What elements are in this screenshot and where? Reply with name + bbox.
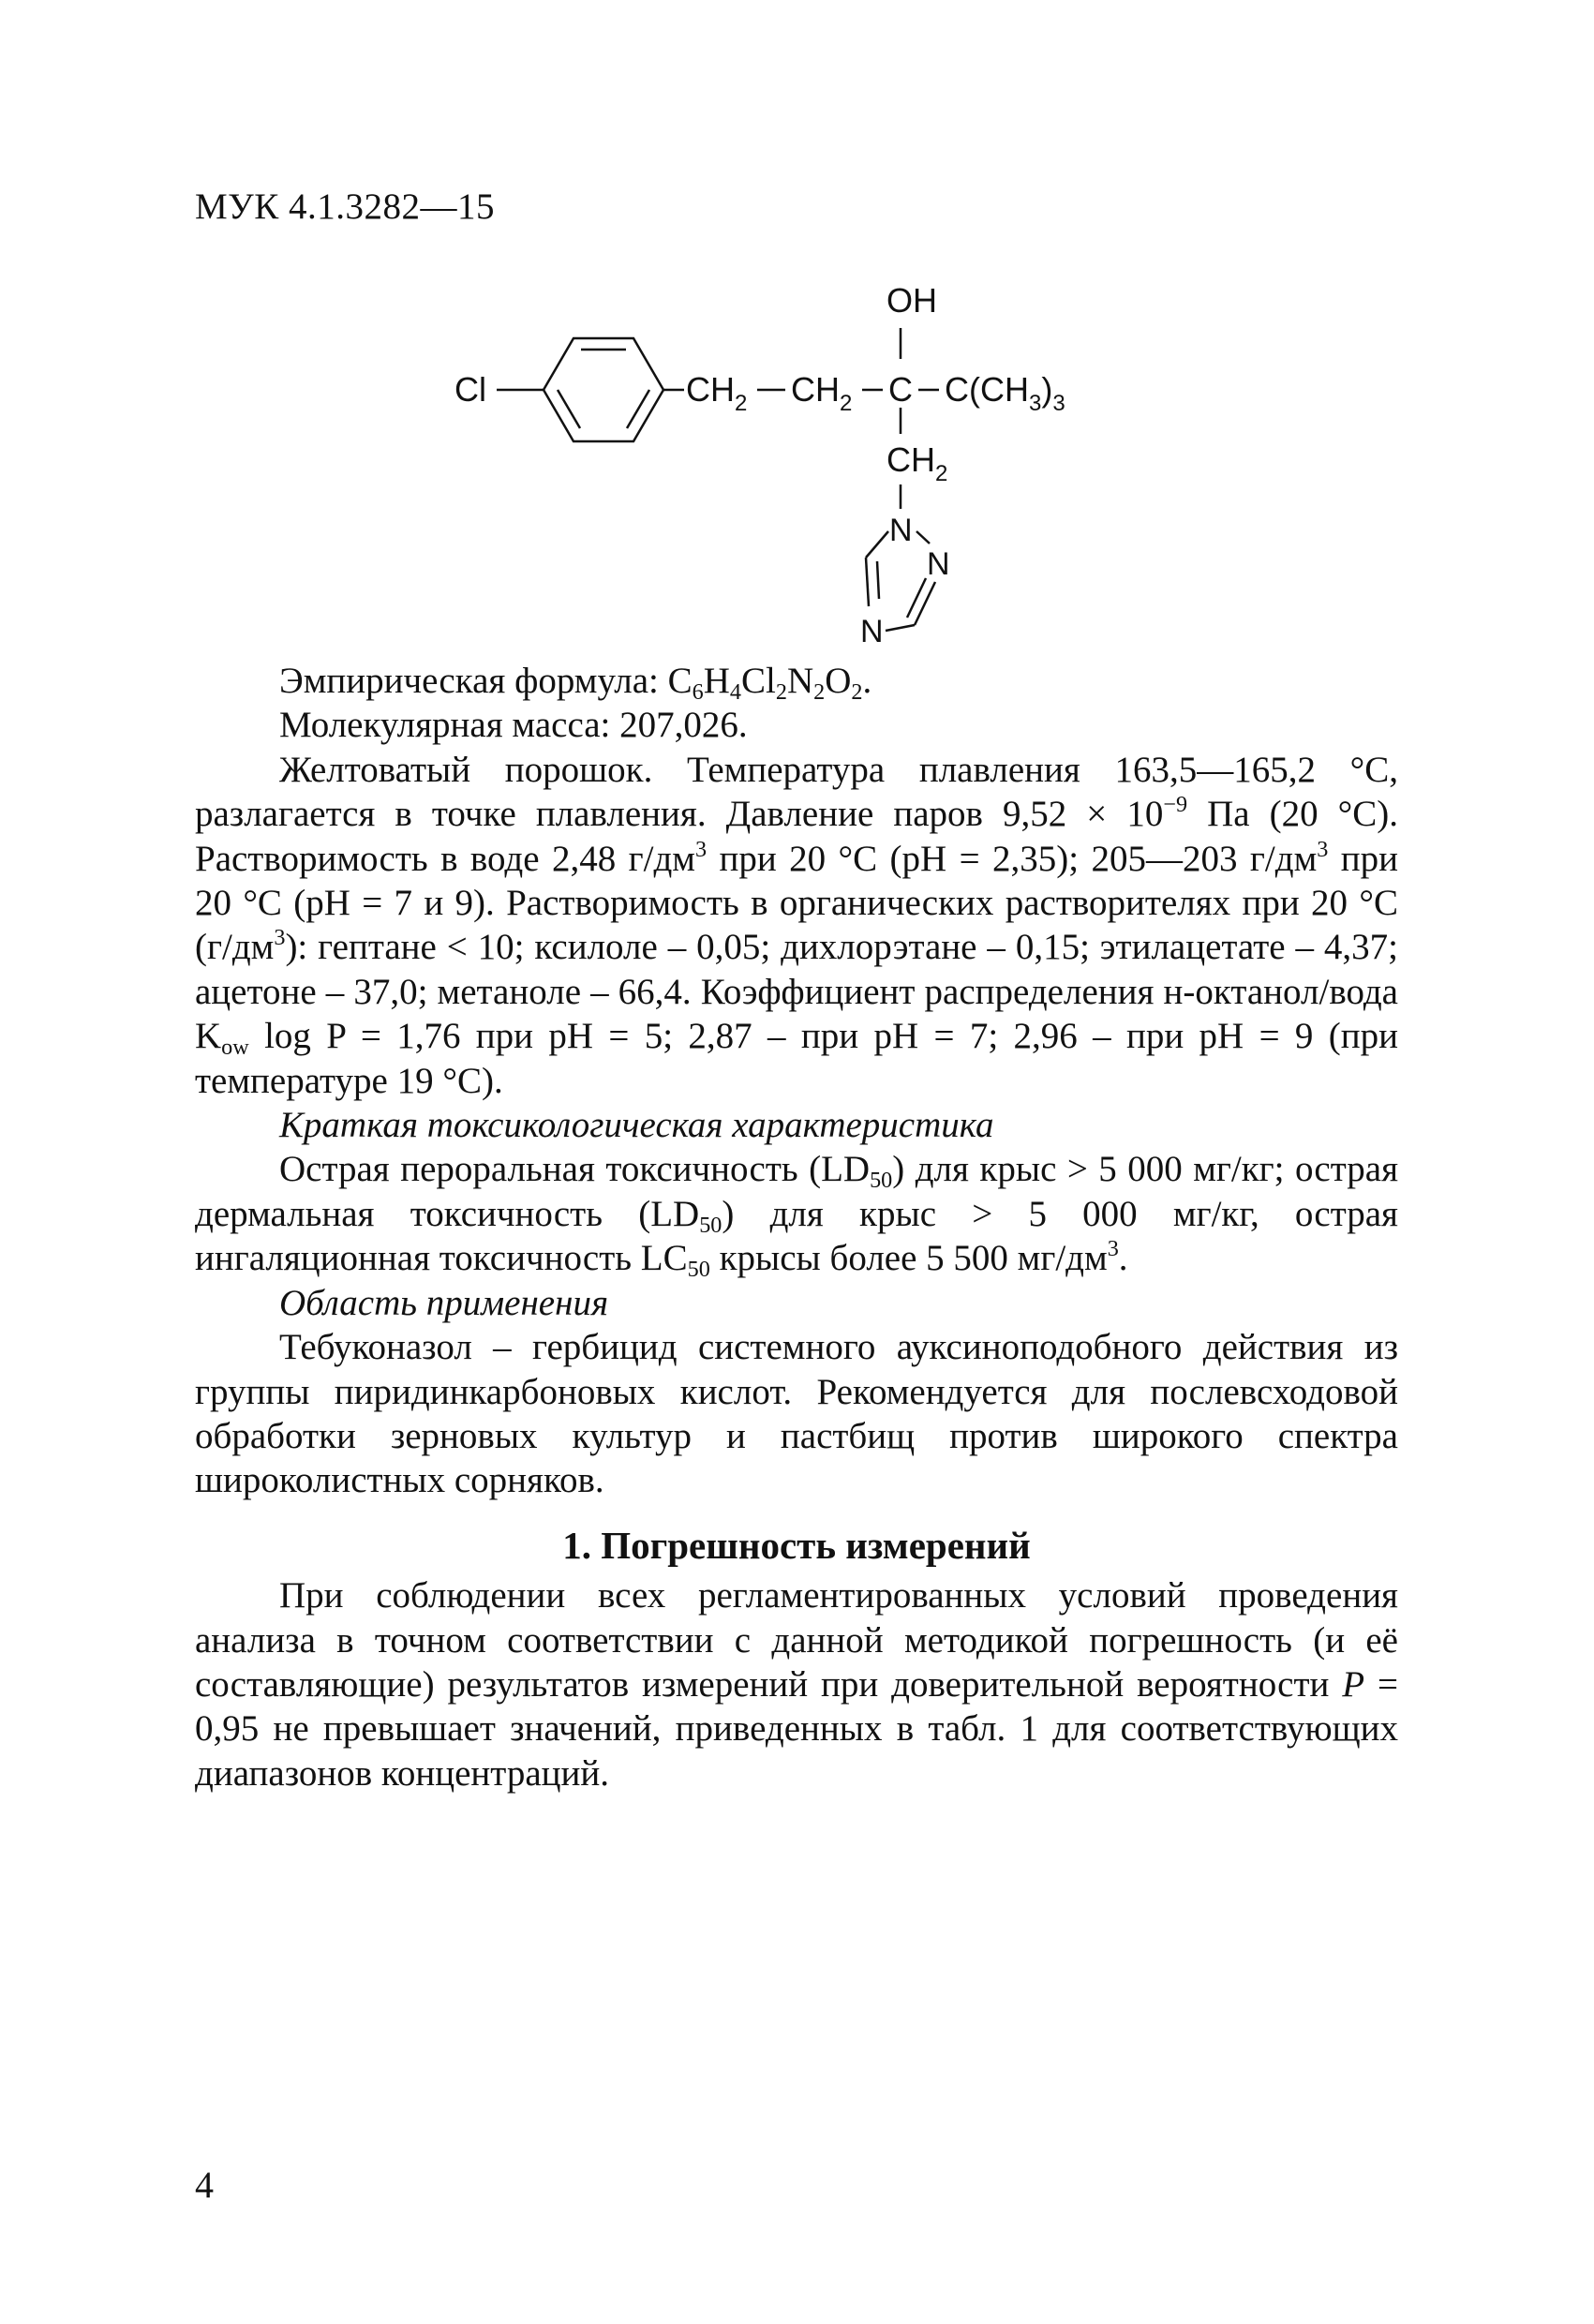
application-paragraph: Тебуконазол – гербицид системного ауксиноподобного действия из группы пиридинкарбоновых кислот. Рекомендуется для послевсходовой обработки зерновых культур и пастбищ против широкого спектра широколистных сорняков. [195, 1327, 1398, 1501]
molar-mass: Молекулярная масса: 207,026. [279, 705, 748, 746]
formula-tert-butyl: $C(CH_3)_3$ [945, 370, 1065, 416]
toxicology-paragraph: Острая пероральная токсичность $(LD_{50})$ для крыс > 5 000 мг/кг; острая дермальная токсичность $(LD_{50})$ для крыс > 5 000 мг/кг, острая ингаляционная токсичность $LC_{50}$ крысы более 5 500 $мг/дм^3$. [195, 1149, 1399, 1283]
formula-hydroxyl: OH [886, 281, 937, 320]
benzene-ring [544, 338, 663, 441]
formula-ch2-second: $CH_2$ [791, 370, 853, 416]
measurement-error-paragraph: При соблюдении всех регламентированных условий проведения анализа в точном соответствии с данной методикой погрешность (и её составляющие) результатов измерений при доверительной вероятности P = 0,95 не превышает значений, приведенных в табл. 1 для соответствующих диапазонов концентраций. [195, 1575, 1399, 1794]
formula-triazole-n2: N [927, 546, 950, 582]
formula-ch2-bridge: $CH_2$ [886, 440, 948, 486]
formula-quaternary-carbon: C [888, 370, 913, 409]
structural-formula [412, 276, 1218, 670]
physical-properties-paragraph: Желтоватый порошок. Температура плавления 163,5—165,2 °С, разлагается в точке плавления. Давление паров $9,52 \times 10^{-9}$ Па (20 °С). Растворимость в воде 2,48 $г/дм^3$ при 20 °С (рН = 2,35); 205—203 $г/дм^3$ при 20 °С (рН = 7 и 9). Растворимость в органических растворителях при 20 °С $(г/дм^3)$: гептане < 10; ксилоле – 0,05; дихлорэтане – 0,15; этилацетате – 4,37; ацетоне – 37,0; метаноле – 66,4. Коэффициент распределения н-октанол/вода $K_{ow}$ log P = 1,76 при pH = 5; 2,87 – при pH = 7; 2,96 – при pH = 9 (при температуре 19 °С). [195, 749, 1398, 1101]
document-code: МУК 4.1.3282—15 [195, 186, 496, 227]
formula-cl: Cl [454, 370, 486, 409]
formula-triazole-n4: N [860, 614, 884, 649]
empirical-formula: Эмпирическая формула: $C_6H_4Cl_2N_2O_2$. [279, 661, 872, 705]
page-number: 4 [195, 2164, 214, 2206]
formula-ch2-first: $CH_2$ [686, 370, 748, 416]
document-body [195, 659, 1398, 1795]
formula-triazole-n1: N [889, 513, 913, 548]
structural-formula-drawing [412, 276, 1218, 670]
toxicology-heading: Краткая токсикологическая характеристика [279, 1105, 994, 1146]
section-heading: 1. Погрешность измерений [562, 1523, 1031, 1567]
application-heading: Область применения [279, 1282, 609, 1323]
